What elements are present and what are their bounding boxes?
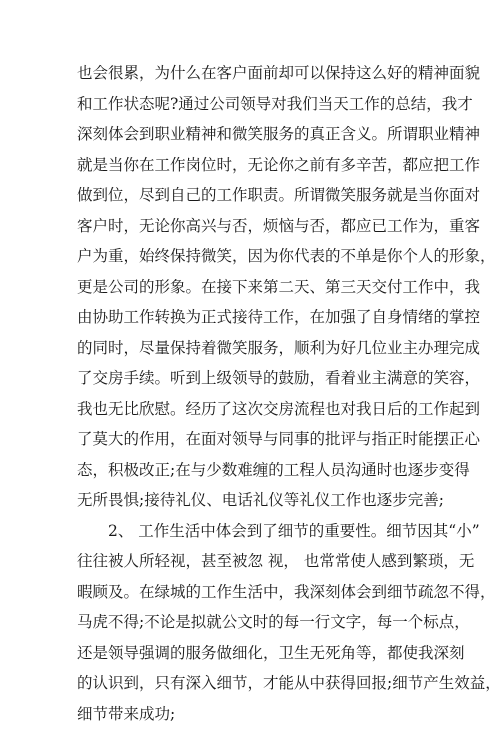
text-line: 更是公司的形象。在接下来第二天、第三天交付工作中，我 bbox=[77, 272, 427, 303]
paragraph-2 bbox=[0, 516, 500, 729]
text-line: 我也无比欣慰。经历了这次交房流程也对我日后的工作起到 bbox=[77, 394, 427, 425]
text-line: 了交房手续。听到上级领导的鼓励，看着业主满意的笑容， bbox=[77, 363, 427, 394]
text-line: 细节带来成功; bbox=[77, 699, 427, 729]
text-line: 往往被人所轻视，甚至被忽 视， 也常常使人感到繁琐，无 bbox=[77, 546, 427, 577]
text-line: 由协助工作转换为正式接待工作，在加强了自身情绪的掌控 bbox=[77, 302, 427, 333]
text-line: 也会很累，为什么在客户面前却可以保持这么好的精神面貌 bbox=[77, 58, 427, 89]
text-line: 态，积极改正;在与少数难缠的工程人员沟通时也逐步变得 bbox=[77, 455, 427, 486]
text-line: 深刻体会到职业精神和微笑服务的真正含义。所谓职业精神 bbox=[77, 119, 427, 150]
text-line: 还是领导强调的服务做细化，卫生无死角等，都使我深刻 bbox=[77, 638, 427, 669]
text-line: 马虎不得;不论是拟就公文时的每一行文字，每一个标点， bbox=[77, 607, 427, 638]
paragraph-1 bbox=[0, 58, 500, 516]
text-line: 户为重，始终保持微笑，因为你代表的不单是你个人的形象， bbox=[77, 241, 427, 272]
text-line: 暇顾及。在绿城的工作生活中，我深刻体会到细节疏忽不得， bbox=[77, 577, 427, 608]
text-line: 无所畏惧;接待礼仪、电话礼仪等礼仪工作也逐步完善; bbox=[77, 485, 427, 516]
text-line: 就是当你在工作岗位时，无论你之前有多辛苦，都应把工作 bbox=[77, 150, 427, 181]
text-line: 的认识到，只有深入细节，才能从中获得回报;细节产生效益， bbox=[77, 668, 427, 699]
text-line: 了莫大的作用，在面对领导与同事的批评与指正时能摆正心 bbox=[77, 424, 427, 455]
text-line: 和工作状态呢?通过公司领导对我们当天工作的总结，我才 bbox=[77, 89, 427, 120]
text-line: 做到位，尽到自己的工作职责。所谓微笑服务就是当你面对 bbox=[77, 180, 427, 211]
text-line: 2、 工作生活中体会到了细节的重要性。细节因其“小” bbox=[77, 516, 427, 547]
text-line: 客户时，无论你高兴与否，烦恼与否，都应已工作为，重客 bbox=[77, 211, 427, 242]
text-line: 的同时，尽量保持着微笑服务，顺利为好几位业主办理完成 bbox=[77, 333, 427, 364]
